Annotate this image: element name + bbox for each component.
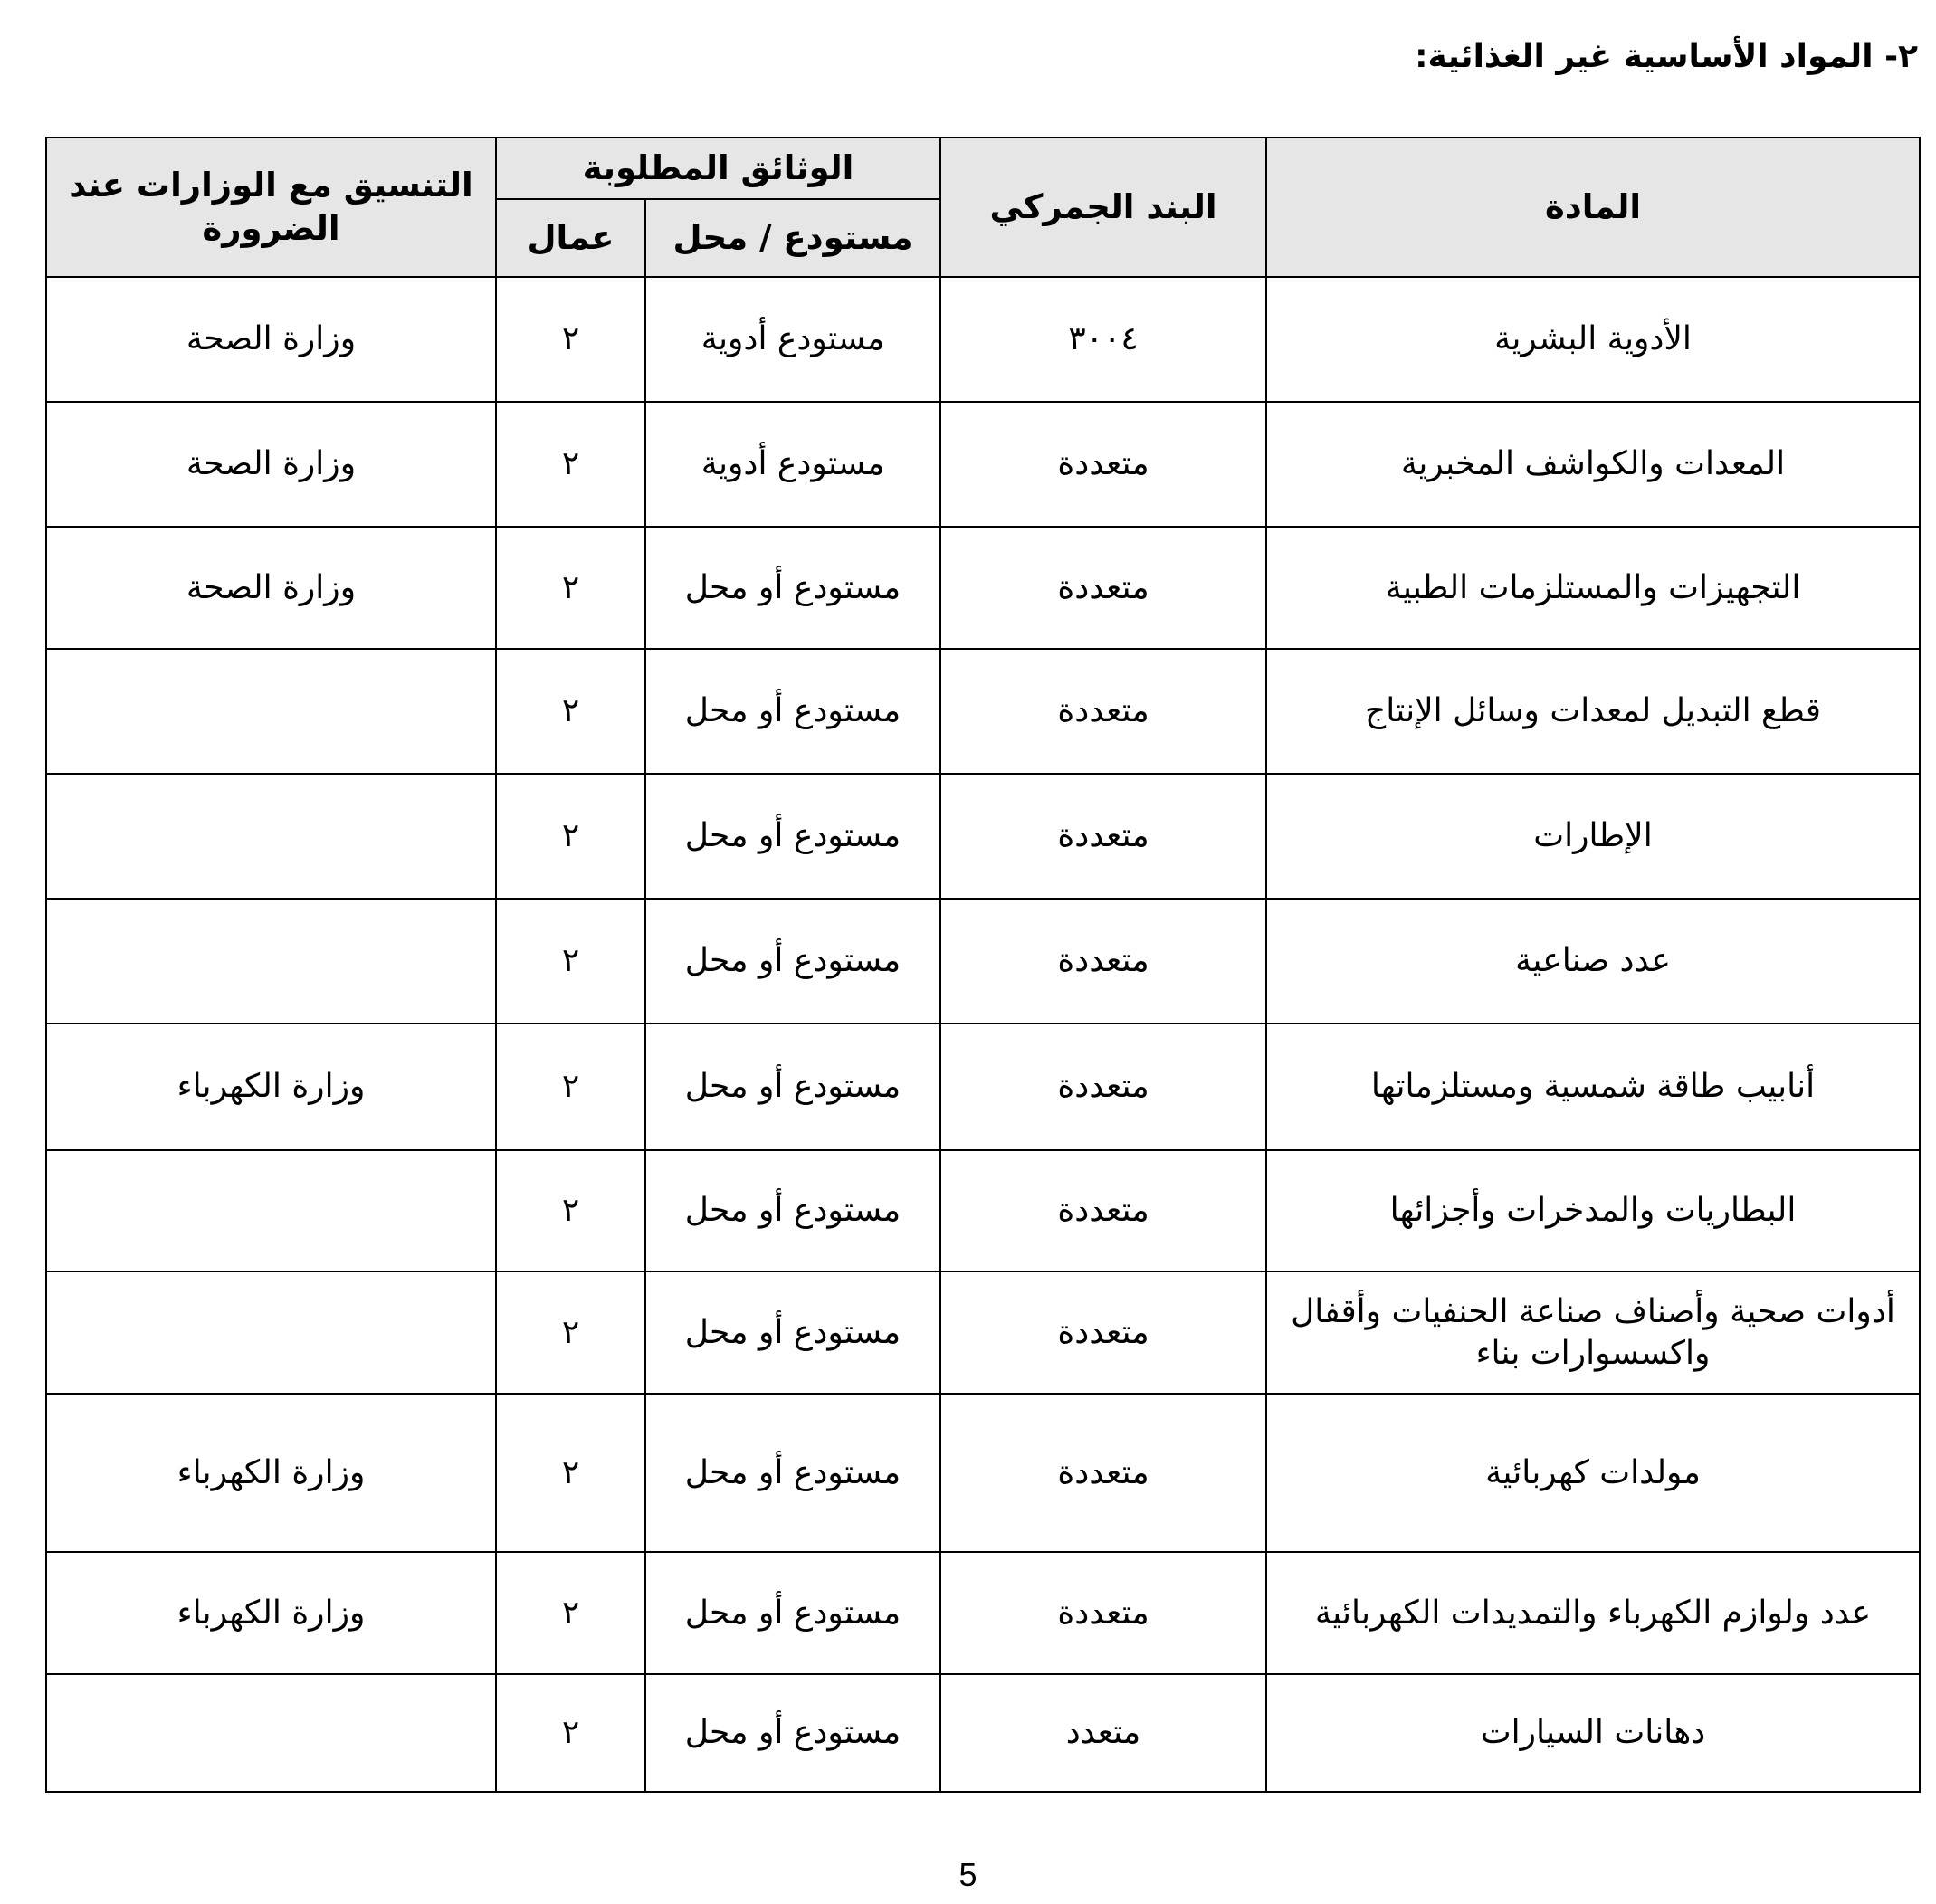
cell-workers: ٢ xyxy=(496,899,645,1023)
cell-warehouse-shop: مستودع أو محل xyxy=(645,649,940,774)
cell-material: الأدوية البشرية xyxy=(1266,277,1920,402)
table-row xyxy=(46,774,1920,899)
table-row xyxy=(46,649,1920,774)
cell-warehouse-shop: مستودع أو محل xyxy=(645,774,940,899)
cell-material: أدوات صحية وأصناف صناعة الحنفيات وأقفال واكسسوارات بناء xyxy=(1266,1271,1920,1394)
cell-coordination xyxy=(46,899,496,1023)
header-warehouse-shop: مستودع / محل xyxy=(645,199,940,277)
cell-coordination xyxy=(46,774,496,899)
cell-customs-item: متعددة xyxy=(940,1150,1266,1271)
cell-customs-item: متعددة xyxy=(940,1552,1266,1674)
cell-customs-item: متعددة xyxy=(940,527,1266,649)
section-title: ٢- المواد الأساسية غير الغذائية: xyxy=(1415,38,1918,75)
cell-material: مولدات كهربائية xyxy=(1266,1394,1920,1552)
cell-coordination xyxy=(46,1271,496,1394)
cell-warehouse-shop: مستودع أدوية xyxy=(645,277,940,402)
cell-customs-item: متعدد xyxy=(940,1674,1266,1792)
cell-material: عدد صناعية xyxy=(1266,899,1920,1023)
cell-warehouse-shop: مستودع أو محل xyxy=(645,1150,940,1271)
cell-warehouse-shop: مستودع أو محل xyxy=(645,1394,940,1552)
table-header-row xyxy=(46,138,1920,199)
table-row xyxy=(46,1023,1920,1150)
cell-material: البطاريات والمدخرات وأجزائها xyxy=(1266,1150,1920,1271)
cell-warehouse-shop: مستودع أو محل xyxy=(645,1552,940,1674)
cell-customs-item: متعددة xyxy=(940,1271,1266,1394)
cell-workers: ٢ xyxy=(496,1150,645,1271)
cell-coordination: وزارة الصحة xyxy=(46,402,496,527)
cell-coordination: وزارة الكهرباء xyxy=(46,1394,496,1552)
cell-warehouse-shop: مستودع أو محل xyxy=(645,1023,940,1150)
cell-coordination xyxy=(46,649,496,774)
table-row xyxy=(46,899,1920,1023)
cell-workers: ٢ xyxy=(496,649,645,774)
cell-coordination: وزارة الكهرباء xyxy=(46,1552,496,1674)
cell-workers: ٢ xyxy=(496,1023,645,1150)
cell-customs-item: ٣٠٠٤ xyxy=(940,277,1266,402)
cell-material: الإطارات xyxy=(1266,774,1920,899)
table-row xyxy=(46,1674,1920,1792)
header-coordination: التنسيق مع الوزارات عند الضرورة xyxy=(46,138,496,277)
table-row xyxy=(46,1552,1920,1674)
table-body xyxy=(46,277,1920,1792)
page-number: 5 xyxy=(958,1856,978,1893)
cell-coordination xyxy=(46,1150,496,1271)
header-documents-required: الوثائق المطلوبة xyxy=(496,138,940,199)
cell-workers: ٢ xyxy=(496,1394,645,1552)
cell-material: عدد ولوازم الكهرباء والتمديدات الكهربائية xyxy=(1266,1552,1920,1674)
materials-table xyxy=(45,137,1921,1793)
cell-warehouse-shop: مستودع أو محل xyxy=(645,527,940,649)
table-row xyxy=(46,1150,1920,1271)
cell-customs-item: متعددة xyxy=(940,774,1266,899)
cell-customs-item: متعددة xyxy=(940,1023,1266,1150)
cell-coordination xyxy=(46,1674,496,1792)
cell-customs-item: متعددة xyxy=(940,1394,1266,1552)
cell-coordination: وزارة الكهرباء xyxy=(46,1023,496,1150)
cell-material: قطع التبديل لمعدات وسائل الإنتاج xyxy=(1266,649,1920,774)
table-row xyxy=(46,277,1920,402)
cell-customs-item: متعددة xyxy=(940,649,1266,774)
cell-material: أنابيب طاقة شمسية ومستلزماتها xyxy=(1266,1023,1920,1150)
cell-workers: ٢ xyxy=(496,1674,645,1792)
header-workers: عمال xyxy=(496,199,645,277)
cell-material: المعدات والكواشف المخبرية xyxy=(1266,402,1920,527)
cell-workers: ٢ xyxy=(496,402,645,527)
table-row xyxy=(46,1271,1920,1394)
cell-warehouse-shop: مستودع أدوية xyxy=(645,402,940,527)
cell-customs-item: متعددة xyxy=(940,402,1266,527)
table-row xyxy=(46,1394,1920,1552)
cell-workers: ٢ xyxy=(496,774,645,899)
cell-material: التجهيزات والمستلزمات الطبية xyxy=(1266,527,1920,649)
cell-coordination: وزارة الصحة xyxy=(46,527,496,649)
table-row xyxy=(46,527,1920,649)
table-row xyxy=(46,402,1920,527)
cell-workers: ٢ xyxy=(496,527,645,649)
header-customs-item: البند الجمركي xyxy=(940,138,1266,277)
cell-workers: ٢ xyxy=(496,1271,645,1394)
cell-workers: ٢ xyxy=(496,1552,645,1674)
cell-coordination: وزارة الصحة xyxy=(46,277,496,402)
cell-warehouse-shop: مستودع أو محل xyxy=(645,1674,940,1792)
cell-customs-item: متعددة xyxy=(940,899,1266,1023)
cell-material: دهانات السيارات xyxy=(1266,1674,1920,1792)
cell-warehouse-shop: مستودع أو محل xyxy=(645,899,940,1023)
cell-warehouse-shop: مستودع أو محل xyxy=(645,1271,940,1394)
cell-workers: ٢ xyxy=(496,277,645,402)
header-material: المادة xyxy=(1266,138,1920,277)
